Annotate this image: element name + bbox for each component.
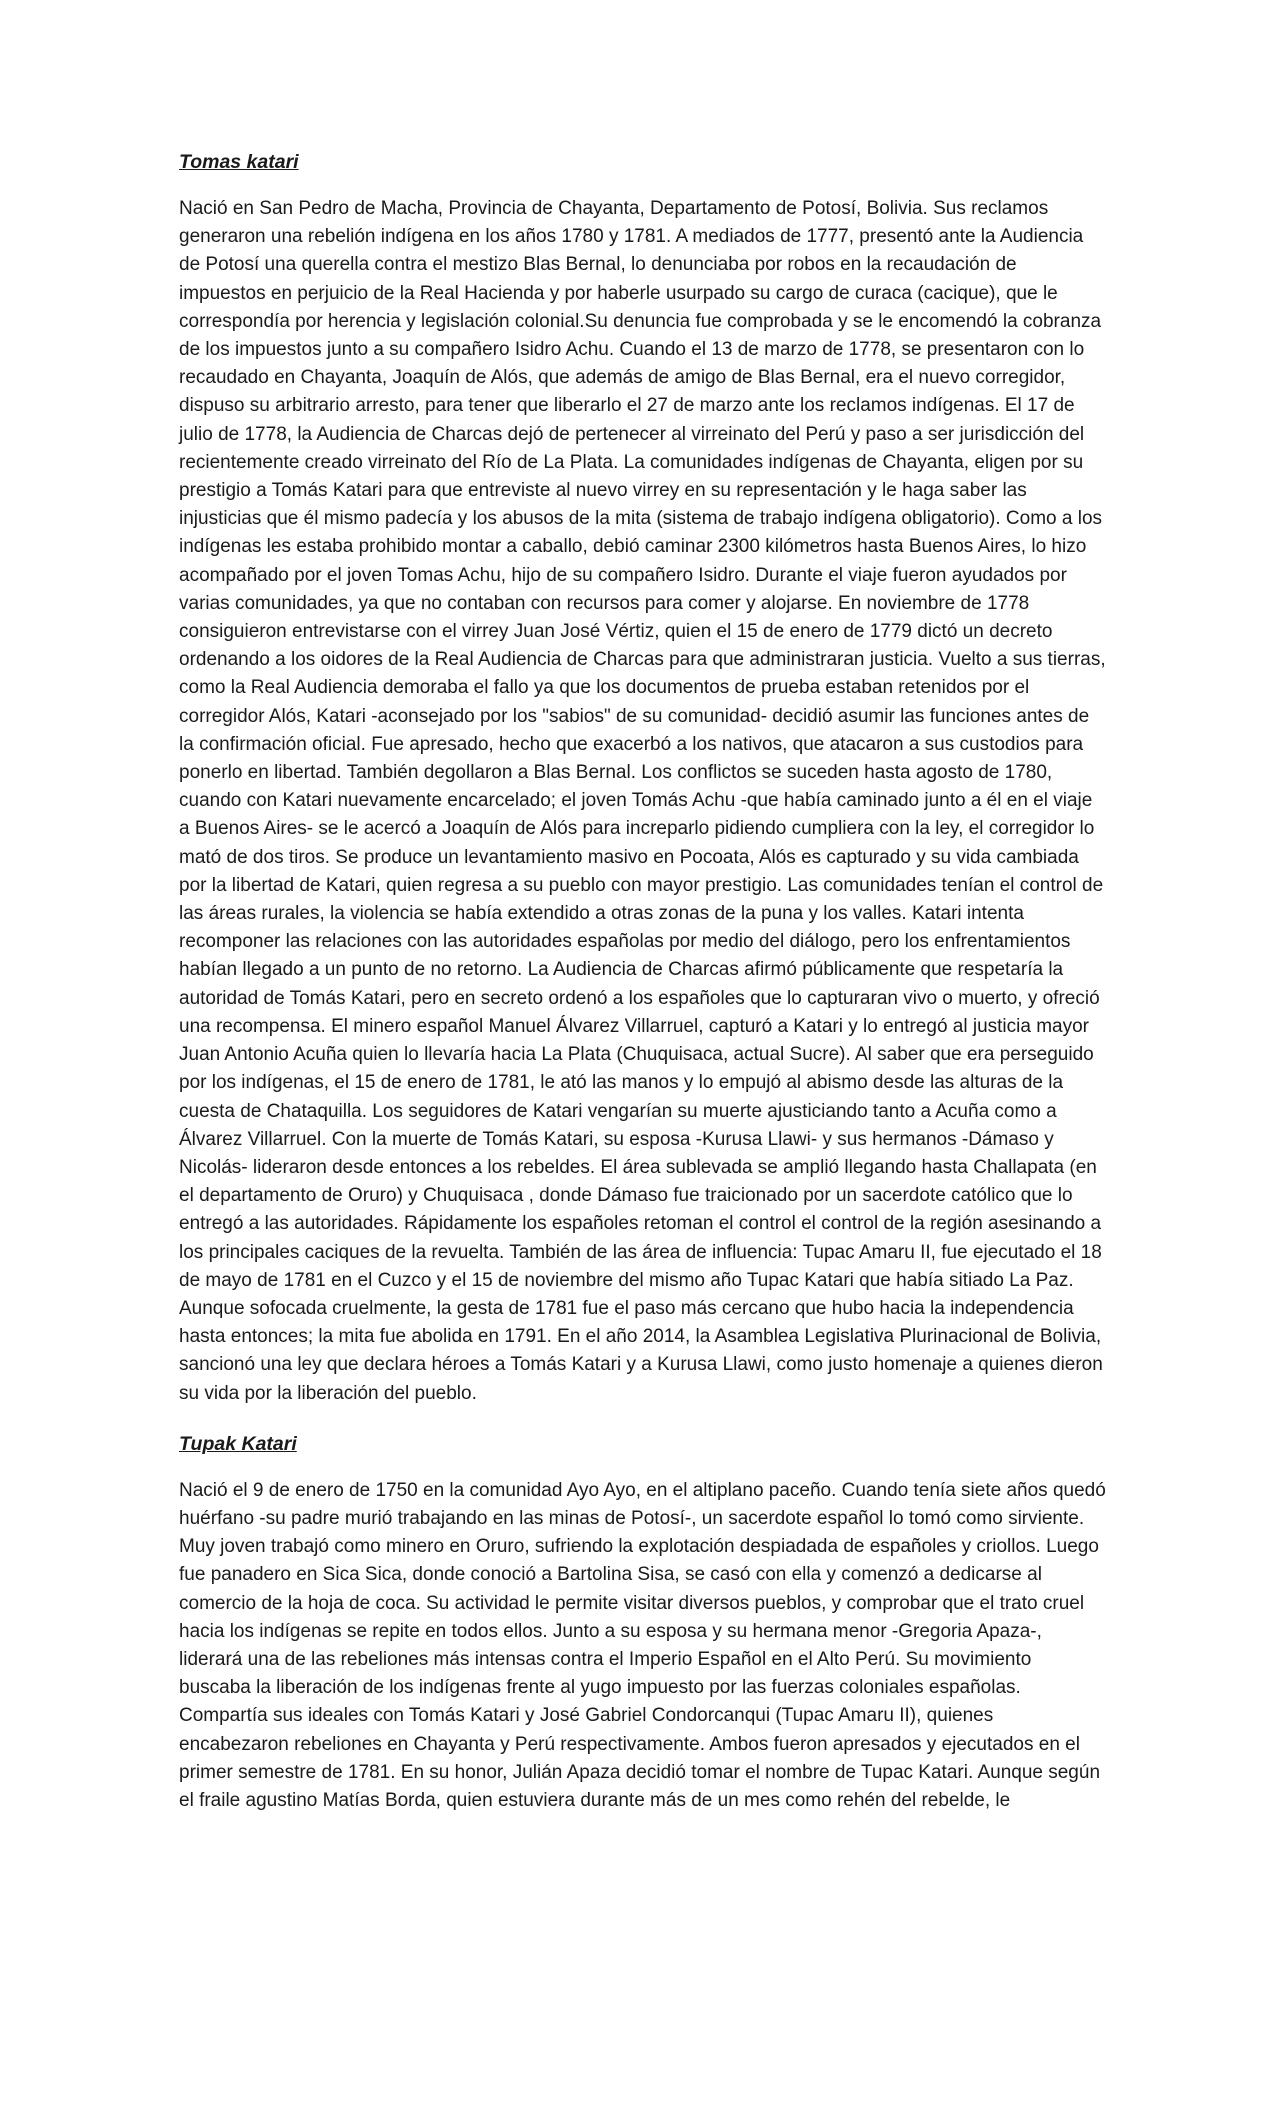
section-title-tupak-katari: Tupak Katari [179,1432,297,1455]
body-paragraph: Nació en San Pedro de Macha, Provincia de Chayanta, Departamento de Potosí, Bolivia. Sus reclamos generaron una rebelión indígena en los años 1780 y 1781. A mediados de 1777, presentó ante la Audiencia de Potosí una querella contra el mestizo Blas Bernal, lo denunciaba por robos en la recaudación de impuestos en perjuicio de la Real Hacienda y por haberle usurpado su cargo de curaca (cacique), que le correspondía por herencia y legislación colonial.Su denuncia fue comprobada y se le encomendó la cobranza de los impuestos junto a su compañero Isidro Achu. Cuando el 13 de marzo de 1778, se presentaron con lo recaudado en Chayanta, Joaquín de Alós, que además de amigo de Blas Bernal, era el nuevo corregidor, dispuso su arbitrario arresto, para tener que liberarlo el 27 de marzo ante los reclamos indígenas. El 17 de julio de 1778, la Audiencia de Charcas dejó de pertenecer al virreinato del Perú y paso a ser jurisdicción del recientemente creado virreinato del Río de La Plata. La comunidades indígenas de Chayanta, eligen por su prestigio a Tomás Katari para que entreviste al nuevo virrey en su representación y le haga saber las injusticias que él mismo padecía y los abusos de la mita (sistema de trabajo indígena obligatorio). Como a los indígenas les estaba prohibido montar a caballo, debió caminar 2300 kilómetros hasta Buenos Aires, lo hizo acompañado por el joven Tomas Achu, hijo de su compañero Isidro. Durante el viaje fueron ayudados por varias comunidades, ya que no contaban con recursos para comer y alojarse. En noviembre de 1778 consiguieron entrevistarse con el virrey Juan José Vértiz, quien el 15 de enero de 1779 dictó un decreto ordenando a los oidores de la Real Audiencia de Charcas para que administraran justicia. Vuelto a sus tierras, como la Real Audiencia demoraba el fallo ya que los documentos de prueba estaban retenidos por el corregidor Alós, Katari -aconsejado por los "sabios" de su comunidad- decidió asumir las funciones antes de la confirmación oficial. Fue apresado, hecho que exacerbó a los nativos, que atacaron a sus custodios para ponerlo en libertad. También degollaron a Blas Bernal. Los conflictos se suceden hasta agosto de 1780, cuando con Katari nuevamente encarcelado; el joven Tomás Achu -que había caminado junto a él en el viaje a Buenos Aires- se le acercó a Joaquín de Alós para increparlo pidiendo cumpliera con la ley, el corregidor lo mató de dos tiros. Se produce un levantamiento masivo en Pocoata, Alós es capturado y su vida cambiada por la libertad de Katari, quien regresa a su pueblo con mayor prestigio. Las comunidades tenían el control de las áreas rurales, la violencia se había extendido a otras zonas de la puna y los valles. Katari intenta recomponer las relaciones con las autoridades españolas por medio del diálogo, pero los enfrentamientos habían llegado a un punto de no retorno. La Audiencia de Charcas afirmó públicamente que respetaría la autoridad de Tomás Katari, pero en secreto ordenó a los españoles que lo capturaran vivo o muerto, y ofreció una recompensa. El minero español Manuel Álvarez Villarruel, capturó a Katari y lo entregó al justicia mayor Juan Antonio Acuña quien lo llevaría hacia La Plata (Chuquisaca, actual Sucre). Al saber que era perseguido por los indígenas, el 15 de enero de 1781, le ató las manos y lo empujó al abismo desde las alturas de la cuesta de Chataquilla. Los seguidores de Katari vengarían su muerte ajusticiando tanto a Acuña como a Álvarez Villarruel. Con la muerte de Tomás Katari, su esposa -Kurusa Llawi- y sus hermanos -Dámaso y Nicolás- lideraron desde entonces a los rebeldes. El área sublevada se amplió llegando hasta Challapata (en el departamento de Oruro) y Chuquisaca , donde Dámaso fue traicionado por un sacerdote católico que lo entregó a las autoridades. Rápidamente los españoles retoman el control el control de la región asesinando a los principales caciques de la revuelta. También de las área de influencia: Tupac Amaru II, fue ejecutado el 18 de mayo de 1781 en el Cuzco y el 15 de noviembre del mismo año Tupac Katari que había sitiado La Paz. Aunque sofocada cruelmente, la gesta de 1781 fue el paso más cercano que hubo hacia la independencia hasta entonces; la mita fue abolida en 1791. En el año 2014, la Asamblea Legislativa Plurinacional de Bolivia, sancionó una ley que declara héroes a Tomás Katari y a Kurusa Llawi, como justo homenaje a quienes dieron su vida por la liberación del pueblo. [179,198,1106,1404]
document-page [179,148,1107,1815]
body-paragraph: Nació el 9 de enero de 1750 en la comunidad Ayo Ayo, en el altiplano paceño. Cuando tenía siete años quedó huérfano -su padre murió trabajando en las minas de Potosí-, un sacerdote español lo tomó como sirviente. Muy joven trabajó como minero en Oruro, sufriendo la explotación despiadada de españoles y criollos. Luego fue panadero en Sica Sica, donde conoció a Bartolina Sisa, se casó con ella y comenzó a dedicarse al comercio de la hoja de coca. Su actividad le permite visitar diversos pueblos, y comprobar que el trato cruel hacia los indígenas se repite en todos ellos. Junto a su esposa y su hermana menor -Gregoria Apaza-, liderará una de las rebeliones más intensas contra el Imperio Español en el Alto Perú. Su movimiento buscaba la liberación de los indígenas frente al yugo impuesto por las fuerzas coloniales españolas. Compartía sus ideales con Tomás Katari y José Gabriel Condorcanqui (Tupac Amaru II), quienes encabezaron rebeliones en Chayanta y Perú respectivamente. Ambos fueron apresados y ejecutados en el primer semestre de 1781. En su honor, Julián Apaza decidió tomar el nombre de Tupac Katari. Aunque según el fraile agustino Matías Borda, quien estuviera durante más de un mes como rehén del rebelde, le [179,1479,1106,1811]
section-title-tomas-katari: Tomas katari [179,151,299,173]
section-tomas-katari [179,148,1107,1408]
section-tupak-katari [179,1430,1107,1815]
